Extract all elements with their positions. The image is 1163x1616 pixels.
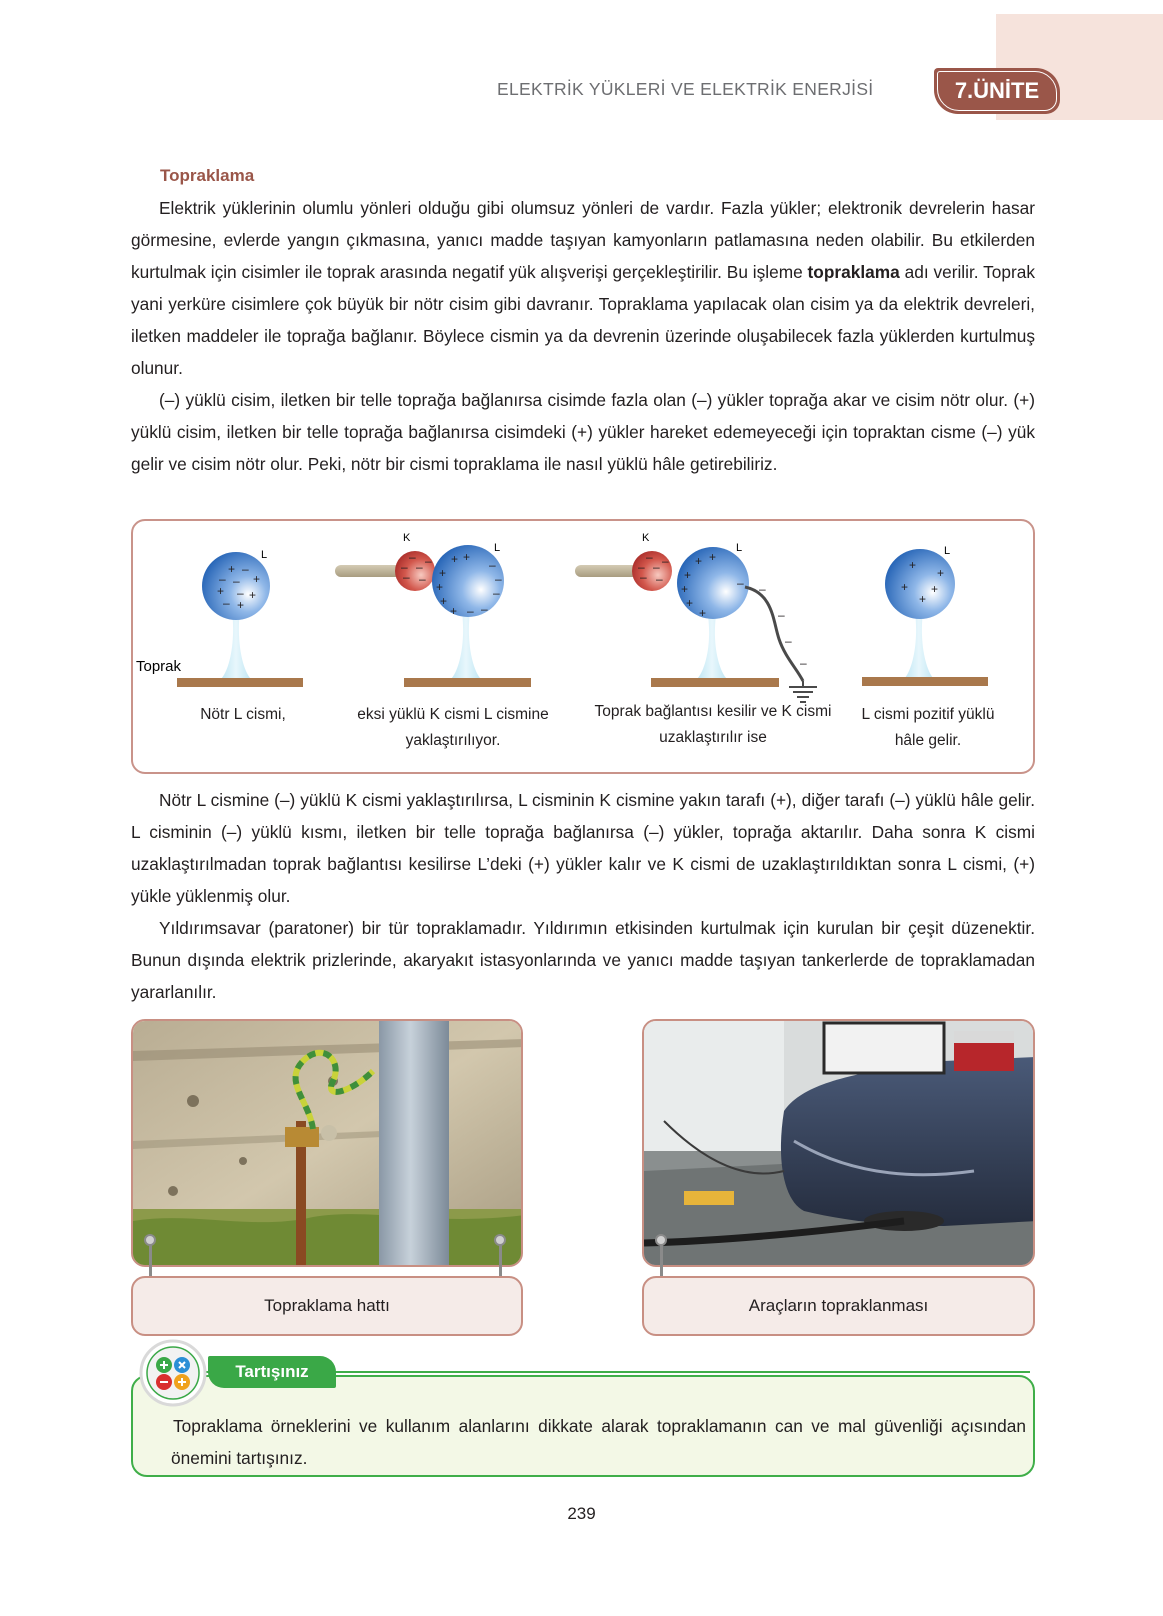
svg-text:+: +: [451, 552, 459, 566]
paragraph-1-text-end: adı verilir. Toprak yani yerküre cisimlere çok büyük bir nötr cisim gibi davranır. Topraklama yapılacak olan cisim ya da elektrik devreleri, iletken maddeler ile toprağa bağlanır. Böylece cismin ya da devrenin üzerinde oluşabilecek fazla yüklerden kurtulmuş olunur.: [131, 262, 1035, 378]
svg-text:–: –: [640, 570, 647, 584]
svg-text:+: +: [901, 580, 909, 594]
caption-stage-4: L cismi pozitif yüklü hâle gelir.: [861, 706, 995, 749]
ground-1: [177, 678, 303, 687]
svg-text:–: –: [638, 560, 645, 574]
svg-text:+: +: [931, 582, 939, 596]
svg-text:+: +: [909, 558, 917, 572]
svg-text:–: –: [403, 570, 410, 584]
svg-text:+: +: [695, 554, 703, 568]
svg-text:+: +: [463, 550, 471, 564]
term-topraklama: topraklama: [807, 262, 900, 282]
svg-text:+: +: [686, 596, 694, 610]
svg-text:–: –: [416, 560, 423, 574]
charges-wire: [759, 582, 807, 670]
caption-stage-2: eksi yüklü K cismi L cismine yaklaştırılıyor.: [357, 706, 549, 749]
stage-2: [335, 532, 531, 687]
unit-badge: [934, 68, 1060, 114]
svg-text:–: –: [653, 560, 660, 574]
svg-text:+: +: [937, 566, 945, 580]
svg-text:+: +: [699, 606, 707, 620]
svg-text:–: –: [419, 572, 426, 586]
ground-3: [651, 678, 779, 687]
svg-text:–: –: [495, 572, 502, 586]
label-K-2: K: [403, 532, 411, 544]
svg-text:–: –: [467, 604, 474, 618]
caption-stage-1: Nötr L cismi,: [200, 706, 286, 723]
ground-4: [862, 677, 988, 686]
svg-text:–: –: [425, 554, 432, 568]
svg-text:+: +: [217, 584, 225, 598]
svg-text:–: –: [237, 586, 244, 600]
section-heading: Topraklama: [160, 166, 255, 185]
pin-left: [144, 1234, 156, 1246]
label-L-3: L: [736, 542, 743, 554]
svg-text:+: +: [709, 550, 717, 564]
svg-text:+: +: [450, 604, 458, 618]
photo-vehicle-grounding: [642, 1019, 1035, 1267]
svg-text:+: +: [919, 592, 927, 606]
rod-2: [335, 565, 405, 577]
svg-text:–: –: [656, 572, 663, 586]
svg-text:–: –: [401, 560, 408, 574]
ground-label: Toprak: [136, 658, 182, 675]
label-L-2: L: [494, 542, 501, 554]
svg-text:+: +: [684, 568, 692, 582]
photo-grounding-line-image: [133, 1021, 523, 1267]
chapter-title: ELEKTRİK YÜKLERİ VE ELEKTRİK ENERJİSİ: [497, 79, 874, 99]
svg-text:–: –: [242, 562, 249, 576]
grounding-diagram: [131, 519, 1035, 774]
svg-text:+: +: [253, 572, 261, 586]
photo-grounding-line: [131, 1019, 523, 1267]
svg-text:–: –: [662, 554, 669, 568]
svg-text:–: –: [737, 576, 744, 590]
paragraph-2: (–) yüklü cisim, iletken bir telle toprağa bağlanırsa cisimde fazla olan (–) yükler toprağa akar ve cisim nötr olur. (+) yüklü cisim, iletken bir telle toprağa bağlanırsa cisimdeki (+) yükler hareket edemeyeceği için topraktan cisme (–) yük gelir ve cisim nötr olur. Peki, nötr bir cismi topraklama ile nasıl yüklü hâle getirebiliriz.: [131, 390, 1035, 474]
paragraph-4: Yıldırımsavar (paratoner) bir tür topraklamadır. Yıldırımın etkisinden kurtulmak için kurulan bir çeşit düzenektir. Bunun dışında elektrik prizlerinde, akaryakıt istasyonlarında ve yanıcı madde taşıyan tankerlerde de topraklamadan yararlanılır.: [131, 918, 1035, 1002]
discussion-people-icon: [138, 1338, 208, 1408]
svg-text:–: –: [785, 634, 792, 648]
svg-text:–: –: [409, 550, 416, 564]
label-L-1: L: [261, 549, 268, 561]
unit-label: 7.ÜNİTE: [954, 78, 1040, 103]
svg-text:+: +: [439, 566, 447, 580]
stage-3: [575, 532, 817, 702]
svg-text:–: –: [800, 656, 807, 670]
svg-text:+: +: [436, 580, 444, 594]
ground-2: [404, 678, 531, 687]
caption-vehicle-grounding: Araçların topraklanması: [642, 1276, 1035, 1336]
svg-text:–: –: [223, 596, 230, 610]
svg-text:+: +: [681, 582, 689, 596]
caption-grounding-line: Topraklama hattı: [131, 1276, 523, 1336]
pin-car: [655, 1234, 667, 1246]
svg-text:+: +: [228, 562, 236, 576]
page-number: 239: [567, 1504, 596, 1523]
paragraph-1-text: Elektrik yüklerinin olumlu yönleri olduğu gibi olumsuz yönleri de vardır. Fazla yükler; elektronik devrelerin hasar görmesine, evlerde yangın çıkmasına, yanıcı madde taşıyan kamyonların patlamasına neden olabilir. Bu etkilerden kurtulmak için cisimler ile toprak arasında negatif yük alışverişi gerçekleştirilir. Bu işleme: [131, 198, 1035, 282]
label-L-4: L: [944, 545, 951, 557]
stage-1: [136, 549, 303, 687]
svg-text:–: –: [489, 558, 496, 572]
svg-text:–: –: [219, 572, 226, 586]
svg-text:–: –: [233, 574, 240, 588]
svg-text:–: –: [778, 608, 785, 622]
svg-text:–: –: [481, 602, 488, 616]
svg-text:–: –: [493, 586, 500, 600]
label-K-3: K: [642, 532, 650, 544]
ground-wire: [745, 587, 803, 681]
discussion-text: Topraklama örneklerini ve kullanım alanlarını dikkate alarak topraklamanın can ve mal güvenliği açısından önemini tartışınız.: [171, 1416, 1026, 1468]
sphere-L-4: [885, 549, 955, 619]
photo-vehicle-grounding-image: [644, 1021, 1035, 1267]
caption-stage-3: Toprak bağlantısı kesilir ve K cismi uzaklaştırılır ise: [594, 703, 832, 746]
svg-text:+: +: [440, 594, 448, 608]
svg-text:+: +: [237, 598, 245, 612]
svg-text:–: –: [646, 550, 653, 564]
paragraph-1: [131, 192, 1035, 384]
pin-right: [494, 1234, 506, 1246]
svg-text:–: –: [759, 582, 766, 596]
paragraph-3: Nötr L cismine (–) yüklü K cismi yaklaştırılırsa, L cisminin K cismine yakın tarafı (+), diğer tarafı (–) yüklü hâle gelir. L cisminin (–) yüklü kısmı, iletken bir telle toprağa bağlanırsa (–) yükler, toprağa aktarılır. Daha sonra K cismi uzaklaştırılmadan toprak bağlantısı kesilirse L’deki (+) yükler kalır ve K cismi de uzaklaştırıldıktan sonra L cismi, (+) yükle yüklenmiş olur.: [131, 790, 1035, 906]
svg-text:+: +: [249, 588, 257, 602]
discussion-label: Tartışınız: [208, 1356, 336, 1388]
stage-4: [862, 545, 988, 686]
